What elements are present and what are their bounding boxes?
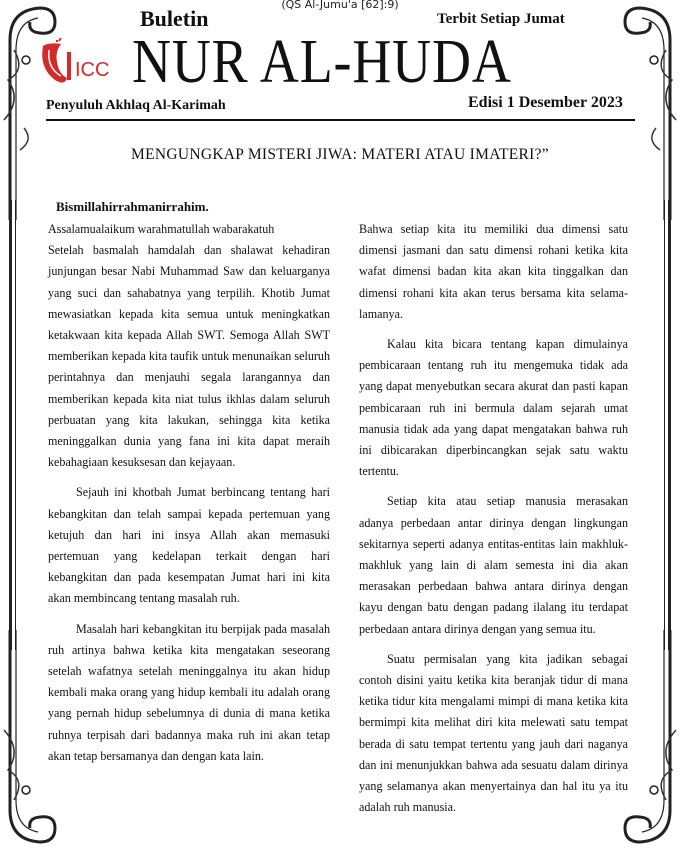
- ornament-corner-bottom-right: [620, 630, 680, 850]
- bismillah: Bismillahirrahmanirrahim.: [56, 199, 209, 214]
- frame-inner-line-right: [664, 200, 665, 650]
- article-title: MENGUNGKAP MISTERI JIWA: MATERI ATAU IMATERI?”: [131, 146, 549, 163]
- paragraph: Setelah basmalah hamdalah dan shalawat kehadiran junjungan besar Nabi Muhammad Saw dan keluarganya yang suci dan sahabatnya yang terpilih. Khotib Jumat mewasiatkan kepada kita semua untuk meningkatkan ketakwaan kita kepada Allah SWT. Semoga Allah SWT memberikan kepada kita taufik untuk menunaikan seluruh perintahnya dan menjauhi segala larangannya dan memberikan kepada kita niat tulus ikhlas dalam seluruh perbuatan yang kita lakukan, sehingga kita ketika meninggalkan dunia yang fana ini kita dapat meraih kebahagiaan kesuksesan dan kejayaan.: [48, 243, 330, 470]
- masthead-title: NUR AL-HUDA: [132, 28, 512, 96]
- paragraph: Bahwa setiap kita itu memiliki dua dimensi satu dimensi jasmani dan satu dimensi rohani ketika kita wafat dimensi badan kita akan kita tinggalkan dan dimensi rohani kita akan terus bersama kita selama-lamanya.: [359, 222, 628, 321]
- article-column-right: [359, 219, 628, 818]
- frame-inner-line-left: [15, 200, 16, 650]
- logo-text: ICC: [75, 59, 110, 81]
- verse-reference: (QS Al-Jumu'a [62]:9): [281, 0, 399, 11]
- paragraph: Sejauh ini khotbah Jumat berbincang tentang hari kebangkitan dan telah sampai kepada pertemuan yang ketujuh dan hari ini insya Allah akan memasuki pertemuan yang kedelapan terkait dengan hari kebangkitan dan pada kesempatan Jumat hari ini kita akan membincang tentang masalah ruh.: [48, 485, 330, 606]
- frame-line-left: [9, 200, 12, 650]
- paragraph: Kalau kita bicara tentang kapan dimulainya pembicaraan tentang ruh itu mengemuka tidak ada yang dapat menyebutkan secara akurat dan pasti kapan pembicaraan ruh ini bermula dalam sejarah umat manusia tidak ada yang dapat mengatakan bahwa ruh ini dibicarakan diperbincangkan sejak satu waktu tertentu.: [359, 337, 628, 479]
- icc-logo: [37, 38, 139, 88]
- frame-line-right: [668, 200, 671, 650]
- paragraph: Masalah hari kebangkitan itu berpijak pada masalah ruh artinya bahwa ketika kita mengatakan seseorang setelah wafatnya setelah meninggalnya itu akan hidup kembali maka orang yang hidup kembali itu adalah orang yang pernah hidup sebelumnya di dunia di mana ketika ruhnya terpisah dari badannya maka ruh ini akan tetap akan tetap bersamanya dan dengan kata lain.: [48, 621, 330, 763]
- article-column-left: [48, 219, 330, 767]
- buletin-label: Buletin: [140, 6, 209, 31]
- tagline: Penyuluh Akhlaq Al-Karimah: [46, 98, 226, 113]
- paragraph: Setiap kita atau setiap manusia merasakan adanya perbedaan antar dirinya dengan lingkungan sekitarnya seperti adanya entitas-entitas lain makhluk-makhluk yang lain di alam semesta ini dia akan merasakan perbedaan bahwa antara dirinya dengan kayu dengan batu dengan padang ilalang itu terdapat perbedaan antara dirinya dengan yang semua itu.: [359, 494, 628, 636]
- header-divider: [46, 119, 635, 121]
- ornament-corner-top-right: [620, 0, 680, 220]
- edition-date: Edisi 1 Desember 2023: [468, 94, 623, 111]
- paragraph: Assalamualaikum warahmatullah wabarakatuh: [48, 222, 275, 236]
- paragraph: Suatu permisalan yang kita jadikan sebagai contoh disini yaitu ketika kita beranjak tidur di mana ketika tidur kita mengalami mimpi di mana ketika kita bermimpi kita melihat diri kita melewati satu tempat berada di satu tempat tertentu yang jauh dari naganya dan ini menunjukkan bahwa ada sesuatu dalam dirinya yang selamanya akan menyertainya dan hal itu ya itu adalah ruh manusia.: [359, 651, 628, 815]
- publication-schedule: Terbit Setiap Jumat: [437, 11, 565, 27]
